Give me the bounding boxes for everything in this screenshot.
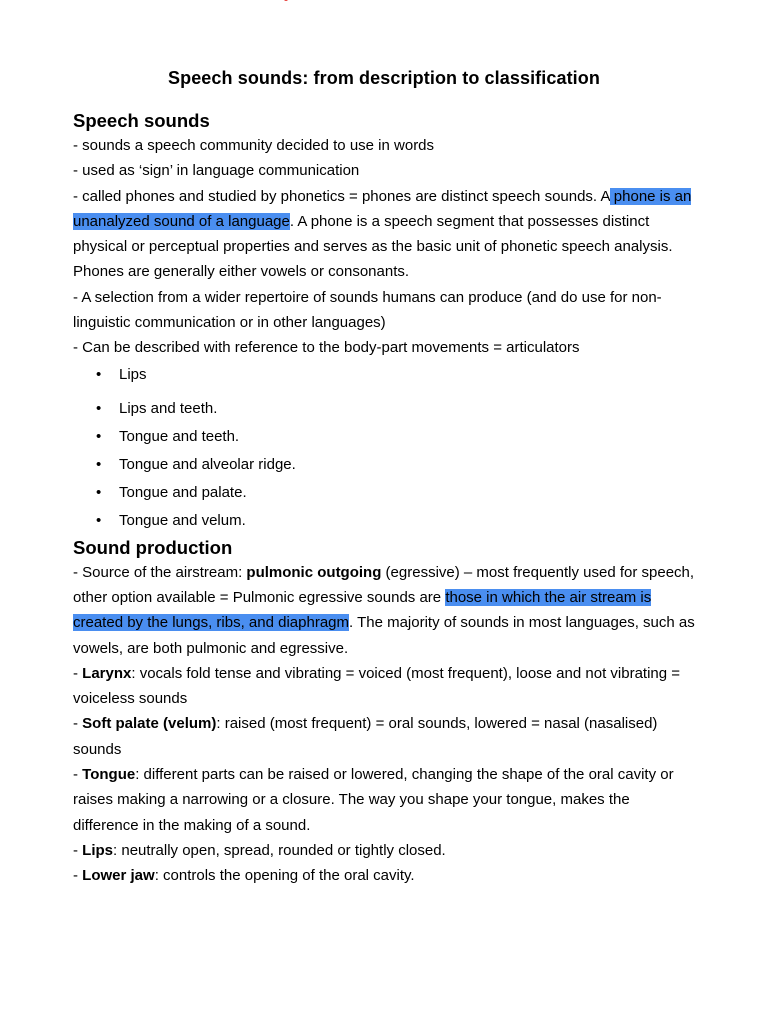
text: - — [73, 867, 83, 885]
paragraph — [73, 762, 698, 838]
bold-term: Lower jaw — [82, 867, 155, 885]
section-heading-sound-production: Sound production — [73, 536, 233, 558]
bold-term: Tongue — [82, 766, 136, 784]
text: - called phones and studied by phonetics = phones are distinct speech sounds. A — [73, 187, 610, 205]
articulator-list — [73, 362, 698, 535]
list-item: • Tongue and alveolar ridge. — [73, 451, 698, 479]
paragraph: - used as ‘sign’ in language communication — [73, 162, 360, 180]
text: - — [73, 766, 83, 784]
paragraph: - sounds a speech community decided to use in words — [73, 137, 435, 154]
document-body — [73, 109, 698, 889]
paragraph — [73, 711, 698, 762]
paragraph — [73, 184, 698, 285]
highlighted-text: phone is an unanalyzed sound of a language — [73, 187, 692, 230]
paragraph: - A selection from a wider repertoire of sounds humans can produce (and do use for non-linguistic communication or in other languages) — [73, 288, 662, 332]
document-title: Speech sounds: from description to classification — [168, 68, 600, 88]
list-item: • Lips — [73, 362, 698, 395]
list-item: • Tongue and palate. — [73, 479, 698, 507]
text: : different parts can be raised or lowered, changing the shape of the oral cavity or raises making a narrowing or a closure. The way you shape your tongue, makes the difference in the making of a sound. — [73, 766, 674, 834]
text: . A phone is a speech segment that possesses distinct physical or perceptual properties and serves as the basic unit of phonetic speech analysis. Phones are generally either vowels or consonants. — [73, 212, 673, 281]
paragraph — [73, 863, 698, 888]
text: - — [73, 715, 83, 733]
section-heading-speech-sounds: Speech sounds — [73, 110, 210, 131]
paragraph — [73, 560, 698, 661]
bold-term: Larynx — [82, 664, 132, 682]
list-item: • Lips and teeth. — [73, 395, 698, 423]
text: : neutrally open, spread, rounded or tightly closed. — [113, 841, 446, 859]
highlighted-text: those in which the air stream is created by the lungs, ribs, and diaphragm — [73, 588, 652, 632]
paragraph — [73, 838, 698, 863]
list-item: • Tongue and teeth. — [73, 423, 698, 451]
red-mark — [284, 0, 288, 1]
paragraph: - Can be described with reference to the body-part movements = articulators — [73, 339, 580, 357]
text: . The majority of sounds in most languages, such as vowels, are both pulmonic and egressive. — [73, 614, 695, 657]
text: - — [73, 841, 83, 859]
bold-term: pulmonic outgoing — [246, 563, 382, 581]
text: : vocals fold tense and vibrating = voiced (most frequent), loose and not vibrating = voiceless sounds — [73, 664, 681, 708]
text: - — [73, 664, 83, 682]
text: : raised (most frequent) = oral sounds, lowered = nasal (nasalised) sounds — [73, 715, 658, 758]
list-item: • Tongue and velum. — [73, 507, 698, 535]
bold-term: Soft palate (velum) — [82, 715, 217, 733]
paragraph — [73, 661, 698, 712]
text: - Source of the airstream: — [73, 563, 247, 581]
text: (egressive) – most frequently used for speech, other option available = Pulmonic egressive sounds are — [73, 563, 695, 606]
bold-term: Lips — [82, 841, 114, 859]
text: : controls the opening of the oral cavity. — [154, 867, 415, 885]
